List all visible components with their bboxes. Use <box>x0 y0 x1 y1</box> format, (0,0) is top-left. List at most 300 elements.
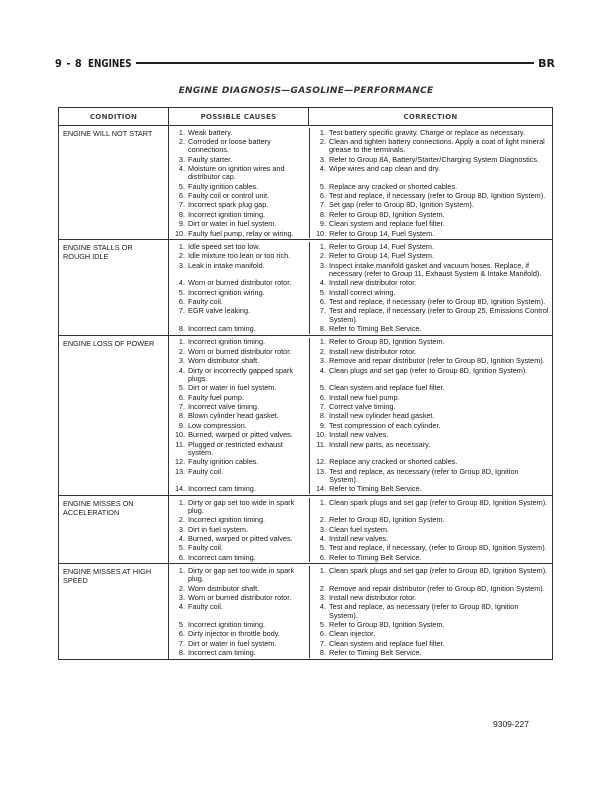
list-item <box>169 412 552 421</box>
item-number: 11. <box>316 439 326 449</box>
list-item <box>169 164 552 182</box>
cause-cell <box>169 498 309 516</box>
correction-cell <box>309 182 552 191</box>
table-row <box>59 126 552 240</box>
cause-text: Moisture on ignition wires and distributor cap. <box>188 163 285 182</box>
cause-text: Incorrect cam timing. <box>188 484 256 494</box>
item-number: 1. <box>178 241 185 251</box>
cause-text: Incorrect ignition timing. <box>188 337 266 347</box>
cause-text: Low compression. <box>188 420 247 430</box>
item-number: 14. <box>175 484 186 494</box>
cause-text: Dirty or gap set too wide in spark plug. <box>188 566 295 584</box>
cause-text: Faulty fuel pump. <box>188 392 244 402</box>
item-number: 6. <box>178 552 185 562</box>
cause-text: Dirty or incorrectly gapped spark plugs. <box>188 365 294 383</box>
cause-cell <box>169 639 309 648</box>
correction-text: Install new fuel pump. <box>329 392 400 402</box>
correction-text: Test and replace, if necessary (refer to Group 8D, Ignition System). <box>329 190 546 200</box>
cause-text: Burned, warped or pitted valves. <box>188 430 293 440</box>
item-number: 9. <box>319 219 326 229</box>
item-number: 4. <box>178 278 185 288</box>
cause-correction-list <box>168 564 552 659</box>
correction-text: Set gap (refer to Group 8D, Ignition System). <box>329 200 474 210</box>
cause-text: Leak in intake manifold. <box>188 260 265 270</box>
item-number: 7. <box>319 200 326 210</box>
table-row <box>59 336 552 496</box>
list-item <box>169 261 552 279</box>
item-number: 9. <box>178 219 185 229</box>
cause-cell <box>169 544 309 553</box>
list-item <box>169 421 552 430</box>
item-number: 11. <box>175 439 185 449</box>
correction-text: Refer to Group 14, Fuel System. <box>329 228 435 238</box>
item-number: 1. <box>319 241 326 251</box>
cause-text: Idle speed set too low. <box>188 241 261 251</box>
item-number: 7. <box>178 306 185 316</box>
item-number: 8. <box>319 324 326 334</box>
list-item <box>169 252 552 261</box>
cause-cell <box>169 431 309 440</box>
column-header-condition: CONDITION <box>89 112 138 121</box>
list-item <box>169 649 552 658</box>
list-item <box>169 128 552 137</box>
correction-text: Test and replace, if necessary, (refer to Group 8D, Ignition System). <box>329 543 547 553</box>
list-item <box>169 516 552 525</box>
cause-cell <box>169 467 309 485</box>
section-title: ENGINES <box>88 56 132 70</box>
list-item <box>169 182 552 191</box>
correction-text: Refer to Timing Belt Service. <box>329 324 422 334</box>
correction-text: Install correct wiring. <box>329 287 396 297</box>
cause-cell <box>169 630 309 639</box>
correction-cell <box>309 164 552 182</box>
item-number: 7. <box>178 200 185 210</box>
correction-cell <box>309 402 552 411</box>
list-item <box>169 155 552 164</box>
correction-cell <box>309 261 552 279</box>
correction-text: Remove and repair distributor (refer to Group 8D, Ignition System). <box>329 583 545 593</box>
item-number: 8. <box>178 324 185 334</box>
cause-cell <box>169 191 309 200</box>
item-number: 5. <box>178 287 185 297</box>
cause-cell <box>169 297 309 306</box>
item-number: 6. <box>319 629 326 639</box>
item-number: 4. <box>319 163 326 173</box>
correction-text: Refer to Group 8D, Ignition System. <box>329 209 445 219</box>
cause-text: Worn or burned distributor rotor. <box>188 593 292 603</box>
list-item <box>169 566 552 584</box>
correction-text: Refer to Group 8A, Battery/Starter/Charging System Diagnostics. <box>329 154 540 164</box>
correction-text: Refer to Group 8D, Ignition System. <box>329 515 445 525</box>
item-number: 2. <box>319 136 326 146</box>
cause-cell <box>169 440 309 458</box>
cause-text: Faulty coil. <box>188 466 224 476</box>
correction-text: Refer to Timing Belt Service. <box>329 648 422 658</box>
list-item <box>169 347 552 356</box>
correction-cell <box>309 485 552 494</box>
item-number: 1. <box>319 337 326 347</box>
item-number: 2. <box>178 136 185 146</box>
correction-cell <box>309 191 552 200</box>
cause-text: Worn distributor shaft. <box>188 583 260 593</box>
cause-cell <box>169 252 309 261</box>
correction-cell <box>309 357 552 366</box>
condition-cell: ENGINE WILL NOT START <box>63 129 153 138</box>
list-item <box>169 242 552 251</box>
correction-text: Test battery specific gravity. Charge or replace as necessary. <box>329 127 526 137</box>
cause-text: Dirty or gap set too wide in spark plug. <box>188 497 295 515</box>
item-number: 7. <box>319 306 326 316</box>
list-item <box>169 137 552 155</box>
correction-cell <box>309 431 552 440</box>
correction-text: Install new valves. <box>329 430 389 440</box>
item-number: 7. <box>319 638 326 648</box>
diagnosis-table <box>58 107 553 660</box>
item-number: 2. <box>319 251 326 261</box>
cause-cell <box>169 164 309 182</box>
table-row <box>59 240 552 336</box>
item-number: 10. <box>316 228 327 238</box>
cause-text: Corroded or loose battery connections. <box>188 136 271 155</box>
correction-text: Install new distributor rotor. <box>329 346 417 356</box>
document-title: ENGINE DIAGNOSIS—GASOLINE—PERFORMANCE <box>178 86 434 96</box>
list-item <box>169 431 552 440</box>
correction-cell <box>309 307 552 325</box>
list-item <box>169 384 552 393</box>
list-item <box>169 366 552 384</box>
item-number: 4. <box>319 278 326 288</box>
item-number: 4. <box>178 533 185 543</box>
correction-text: Remove and repair distributor (refer to Group 8D, Ignition System). <box>329 356 545 366</box>
correction-cell <box>309 279 552 288</box>
cause-cell <box>169 566 309 584</box>
cause-text: Faulty coil. <box>188 297 223 307</box>
cause-cell <box>169 220 309 229</box>
cause-cell <box>169 347 309 356</box>
item-number: 3. <box>178 260 185 270</box>
list-item <box>169 307 552 325</box>
cause-cell <box>169 384 309 393</box>
item-number: 10. <box>175 228 186 238</box>
correction-text: Clean system and replace fuel filter. <box>329 383 445 393</box>
item-number: 8. <box>319 648 326 658</box>
item-number: 7. <box>178 401 185 411</box>
cause-cell <box>169 182 309 191</box>
correction-text: Replace any cracked or shorted cables. <box>329 457 458 467</box>
list-item <box>169 393 552 402</box>
correction-text: Clean system and replace fuel filter. <box>329 219 445 229</box>
list-item <box>169 525 552 534</box>
cause-text: EGR valve leaking. <box>188 306 251 316</box>
cause-cell <box>169 210 309 219</box>
correction-cell <box>309 534 552 543</box>
cause-correction-list <box>168 336 552 495</box>
correction-cell <box>309 516 552 525</box>
correction-text: Clean injector. <box>329 629 376 639</box>
correction-cell <box>309 128 552 137</box>
correction-cell <box>309 498 552 516</box>
cause-cell <box>169 279 309 288</box>
list-item <box>169 534 552 543</box>
correction-cell <box>309 525 552 534</box>
list-item <box>169 544 552 553</box>
correction-text: Clean and tighten battery connections. Apply a coat of light mineral grease to the terminals. <box>329 136 545 155</box>
correction-text: Install new parts, as necessary. <box>329 439 431 449</box>
cause-text: Dirt or water in fuel system. <box>188 638 277 648</box>
list-item <box>169 402 552 411</box>
cause-cell <box>169 620 309 629</box>
correction-text: Install new distributor rotor. <box>329 593 417 603</box>
item-number: 3. <box>319 593 326 603</box>
item-number: 3. <box>319 260 326 270</box>
list-item <box>169 553 552 562</box>
cause-text: Faulty coil. <box>188 543 223 553</box>
list-item <box>169 201 552 210</box>
item-number: 6. <box>319 297 326 307</box>
cause-cell <box>169 155 309 164</box>
correction-text: Refer to Timing Belt Service. <box>329 484 422 494</box>
cause-correction-list <box>168 496 552 564</box>
cause-text: Faulty fuel pump, relay or wiring. <box>188 228 294 238</box>
cause-text: Dirt or water in fuel system. <box>188 383 277 393</box>
item-number: 14. <box>316 484 327 494</box>
list-item <box>169 357 552 366</box>
item-number: 1. <box>178 337 185 347</box>
correction-text: Wipe wires and cap clean and dry. <box>329 163 440 173</box>
correction-cell <box>309 242 552 251</box>
cause-correction-list <box>168 126 552 239</box>
item-number: 9. <box>319 420 326 430</box>
list-item <box>169 467 552 485</box>
cause-text: Incorrect cam timing. <box>188 552 256 562</box>
item-number: 2. <box>178 251 185 261</box>
item-number: 5. <box>178 543 185 553</box>
correction-cell <box>309 252 552 261</box>
correction-text: Replace any cracked or shorted cables. <box>329 181 458 191</box>
figure-id: 9309-227 <box>493 719 529 729</box>
item-number: 5. <box>319 620 326 630</box>
item-number: 8. <box>319 411 326 421</box>
cause-text: Faulty starter. <box>188 154 233 164</box>
list-item <box>169 458 552 467</box>
correction-cell <box>309 458 552 467</box>
item-number: 4. <box>178 365 185 375</box>
item-number: 6. <box>319 552 326 562</box>
list-item <box>169 620 552 629</box>
cause-cell <box>169 201 309 210</box>
cause-text: Faulty ignition cables. <box>188 181 259 191</box>
correction-cell <box>309 137 552 155</box>
cause-text: Dirt or water in fuel system. <box>188 219 277 229</box>
cause-cell <box>169 593 309 602</box>
table-row <box>59 564 552 659</box>
correction-cell <box>309 210 552 219</box>
correction-cell <box>309 347 552 356</box>
item-number: 8. <box>178 411 185 421</box>
correction-cell <box>309 544 552 553</box>
list-item <box>169 338 552 347</box>
correction-text: Refer to Group 14, Fuel System. <box>329 241 435 251</box>
cause-text: Dirty injector in throttle body. <box>188 629 280 639</box>
correction-cell <box>309 649 552 658</box>
correction-text: Clean spark plugs and set gap (refer to Group 8D, Ignition System). <box>329 497 548 507</box>
cause-cell <box>169 324 309 333</box>
correction-text: Correct valve timing. <box>329 401 396 411</box>
cause-text: Plugged or restricted exhaust system. <box>188 439 283 457</box>
item-number: 2. <box>178 583 185 593</box>
item-number: 3. <box>178 593 185 603</box>
item-number: 8. <box>178 209 185 219</box>
cause-cell <box>169 649 309 658</box>
correction-text: Install new distributor rotor. <box>329 278 417 288</box>
list-item <box>169 220 552 229</box>
condition-cell: ENGINE MISSES ON ACCELERATION <box>63 498 134 517</box>
correction-cell <box>309 384 552 393</box>
cause-cell <box>169 421 309 430</box>
condition-cell: ENGINE STALLS OR ROUGH IDLE <box>63 243 133 262</box>
list-item <box>169 485 552 494</box>
item-number: 4. <box>178 163 185 173</box>
cause-text: Incorrect ignition timing. <box>188 515 266 525</box>
correction-text: Install new cylinder head gasket. <box>329 411 435 421</box>
item-number: 9. <box>178 420 185 430</box>
cause-cell <box>169 229 309 238</box>
item-number: 1. <box>319 566 326 576</box>
item-number: 2. <box>319 346 326 356</box>
cause-cell <box>169 553 309 562</box>
correction-text: Clean fuel system. <box>329 524 390 534</box>
cause-cell <box>169 128 309 137</box>
cause-text: Incorrect spark plug gap. <box>188 200 269 210</box>
item-number: 1. <box>178 497 185 507</box>
list-item <box>169 288 552 297</box>
list-item <box>169 498 552 516</box>
item-number: 6. <box>319 392 326 402</box>
correction-text: Inspect intake manifold gasket and vacuum hoses. Replace, if necessary (refer to Group 11, Exhaust System & Intake Manifold). <box>329 260 542 278</box>
cause-text: Worn or burned distributor rotor. <box>188 278 292 288</box>
correction-cell <box>309 229 552 238</box>
list-item <box>169 279 552 288</box>
item-number: 5. <box>319 543 326 553</box>
correction-text: Test and replace, if necessary (refer to Group 8D, Ignition System). <box>329 297 546 307</box>
item-number: 6. <box>319 190 326 200</box>
item-number: 3. <box>319 154 326 164</box>
correction-text: Refer to Group 8D, Ignition System. <box>329 337 445 347</box>
item-number: 3. <box>319 356 326 366</box>
item-number: 13. <box>316 466 327 476</box>
item-number: 3. <box>178 154 185 164</box>
correction-text: Clean plugs and set gap (refer to Group 8D, Ignition System). <box>329 365 528 375</box>
correction-text: Test and replace, if necessary (refer to Group 25, Emissions Control System). <box>329 306 549 324</box>
item-number: 5. <box>178 620 185 630</box>
column-header-correction: CORRECTION <box>308 108 552 125</box>
cause-text: Faulty coil. <box>188 602 223 612</box>
item-number: 8. <box>319 209 326 219</box>
list-item <box>169 210 552 219</box>
model-code: BR <box>538 56 555 70</box>
item-number: 4. <box>178 602 185 612</box>
correction-cell <box>309 324 552 333</box>
correction-text: Clean system and replace fuel filter. <box>329 638 445 648</box>
item-number: 5. <box>319 287 326 297</box>
list-item <box>169 324 552 333</box>
cause-cell <box>169 366 309 384</box>
cause-cell <box>169 137 309 155</box>
list-item <box>169 191 552 200</box>
item-number: 2. <box>319 515 326 525</box>
item-number: 6. <box>178 190 185 200</box>
item-number: 2. <box>178 346 185 356</box>
correction-cell <box>309 584 552 593</box>
cause-text: Faulty ignition cables. <box>188 457 259 467</box>
correction-cell <box>309 630 552 639</box>
cause-text: Incorrect valve timing. <box>188 401 259 411</box>
item-number: 4. <box>319 533 326 543</box>
item-number: 12. <box>316 457 327 467</box>
item-number: 10. <box>175 430 186 440</box>
correction-cell <box>309 201 552 210</box>
correction-text: Test and replace, as necessary (refer to Group 8D, Ignition System). <box>329 466 519 484</box>
cause-cell <box>169 393 309 402</box>
item-number: 4. <box>319 365 326 375</box>
cause-text: Blown cylinder head gasket. <box>188 411 279 421</box>
cause-cell <box>169 516 309 525</box>
table-body <box>59 126 552 659</box>
correction-cell <box>309 338 552 347</box>
item-number: 1. <box>178 127 185 137</box>
item-number: 1. <box>319 497 326 507</box>
item-number: 6. <box>178 297 185 307</box>
cause-cell <box>169 534 309 543</box>
list-item <box>169 297 552 306</box>
item-number: 4. <box>319 602 326 612</box>
cause-cell <box>169 485 309 494</box>
cause-cell <box>169 338 309 347</box>
correction-cell <box>309 603 552 621</box>
table-header <box>59 108 552 126</box>
correction-cell <box>309 553 552 562</box>
item-number: 1. <box>319 127 326 137</box>
correction-cell <box>309 639 552 648</box>
correction-cell <box>309 440 552 458</box>
cause-text: Dirt in fuel system. <box>188 524 249 534</box>
item-number: 7. <box>319 401 326 411</box>
correction-cell <box>309 593 552 602</box>
item-number: 6. <box>178 392 185 402</box>
cause-text: Incorrect ignition timing. <box>188 209 266 219</box>
correction-text: Clean spark plugs and set gap (refer to Group 8D, Ignition System). <box>329 566 548 576</box>
header-rule <box>136 62 534 64</box>
cause-text: Worn or burned distributor rotor. <box>188 346 292 356</box>
correction-text: Refer to Timing Belt Service. <box>329 552 422 562</box>
item-number: 6. <box>178 629 185 639</box>
cause-cell <box>169 458 309 467</box>
condition-cell: ENGINE LOSS OF POWER <box>63 338 155 348</box>
cause-text: Burned, warped or pitted valves. <box>188 533 293 543</box>
correction-cell <box>309 421 552 430</box>
correction-cell <box>309 155 552 164</box>
cause-text: Incorrect cam timing. <box>188 324 256 334</box>
condition-cell: ENGINE MISSES AT HIGH SPEED <box>63 567 152 586</box>
item-number: 5. <box>319 181 326 191</box>
list-item <box>169 440 552 458</box>
page-header <box>55 55 555 71</box>
column-header-causes: POSSIBLE CAUSES <box>168 108 308 125</box>
cause-text: Faulty coil or control unit. <box>188 190 270 200</box>
item-number: 1. <box>178 566 185 576</box>
correction-cell <box>309 288 552 297</box>
item-number: 5. <box>178 181 185 191</box>
